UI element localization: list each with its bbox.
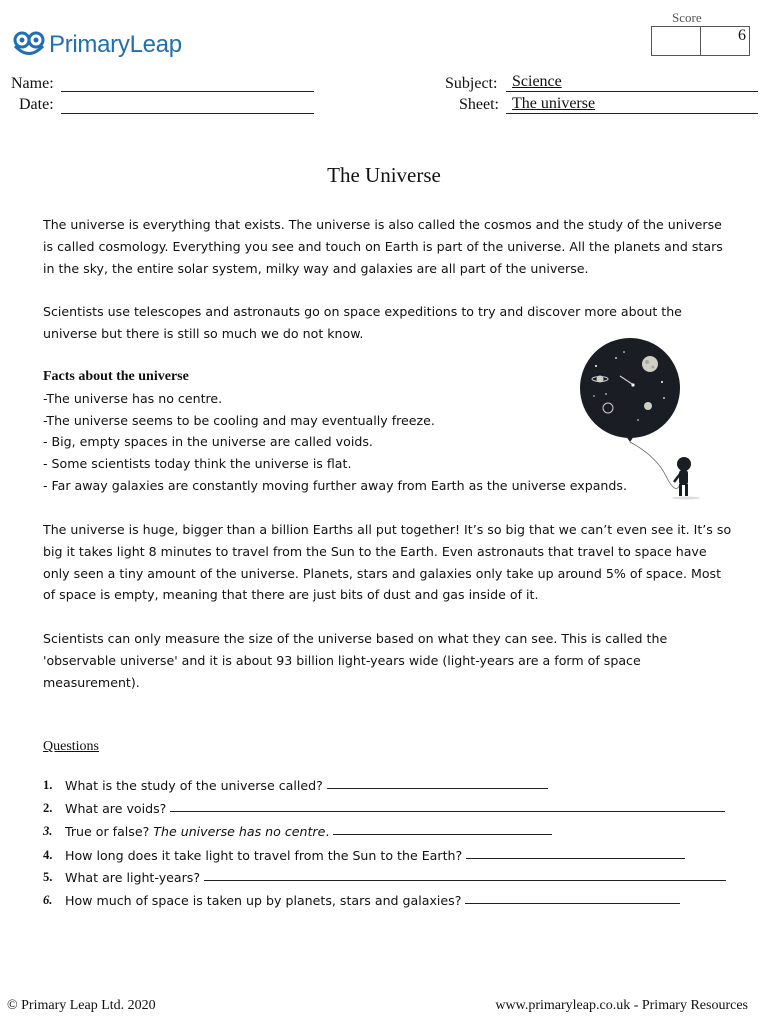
fact-item: - Far away galaxies are constantly moving further away from Earth as the universe expands.	[43, 477, 627, 493]
answer-line[interactable]	[327, 787, 548, 789]
question-text: What are light-years?	[65, 870, 201, 885]
fact-item: -The universe has no centre.	[43, 390, 223, 406]
answer-line[interactable]	[466, 857, 685, 859]
question-text-prefix: True or false?	[65, 824, 150, 839]
score-label: Score	[672, 10, 702, 25]
question-number: 1.	[43, 778, 53, 792]
footer-copyright: © Primary Leap Ltd. 2020	[7, 998, 156, 1013]
date-field[interactable]	[61, 96, 314, 114]
question-item	[43, 817, 552, 839]
date-label: Date:	[19, 96, 54, 113]
sheet-value: The universe	[512, 95, 596, 112]
question-number: 6.	[43, 893, 53, 907]
answer-line[interactable]	[465, 902, 680, 904]
paragraph-scientists: Scientists use telescopes and astronauts go on space expeditions to try and discover more about the universe but there is still so much we do not know.	[43, 304, 682, 341]
logo-text: PrimaryLeap	[49, 31, 182, 58]
question-item	[43, 794, 725, 816]
subject-field	[506, 74, 758, 92]
questions-heading: Questions	[43, 739, 99, 754]
facts-heading: Facts about the universe	[43, 369, 189, 384]
moon-icon	[642, 356, 658, 372]
question-item	[43, 841, 685, 863]
footer-website: www.primaryleap.co.uk - Primary Resources	[495, 998, 748, 1013]
question-number: 2.	[43, 801, 53, 815]
paragraph-observable: Scientists can only measure the size of the universe based on what they can see. This is called the 'observable universe' and it is about 93 billion light-years wide (light-years are a form of space measurement).	[43, 631, 668, 690]
space-balloon-illustration	[576, 336, 708, 504]
question-item	[43, 886, 680, 908]
question-number: 3.	[43, 824, 53, 838]
question-text: How long does it take light to travel from the Sun to the Earth?	[65, 848, 463, 863]
balloon-string	[630, 442, 680, 489]
subject-label: Subject:	[445, 75, 498, 92]
frog-icon	[12, 31, 46, 59]
question-item	[43, 771, 548, 793]
question-number: 4.	[43, 848, 53, 862]
paragraph-size: The universe is huge, bigger than a billion Earths all put together! It’s so big that we can’t even see it. It’s so big it takes light 8 minutes to travel from the Sun to the Earth. Even astronauts that travel to space have only seen a tiny amount of the universe. Planets, stars and galaxies only take up around 5% of space. Most of space is empty, meaning that there are just bits of dust and gas inside of it.	[43, 522, 732, 603]
sheet-label: Sheet:	[459, 96, 499, 113]
fact-item: -The universe seems to be cooling and may eventually freeze.	[43, 412, 435, 428]
question-text-suffix: .	[325, 824, 330, 839]
primaryleap-logo	[12, 28, 182, 62]
fact-item: - Some scientists today think the universe is flat.	[43, 456, 352, 472]
question-text: What is the study of the universe called?	[65, 778, 323, 793]
sheet-field	[506, 96, 758, 114]
paragraph-intro: The universe is everything that exists. The universe is also called the cosmos and the study of the universe is called cosmology. Everything you see and touch on Earth is part of the universe. All the planets and stars in the sky, the entire solar system, milky way and galaxies are all part of the universe.	[43, 217, 723, 276]
answer-line[interactable]	[170, 810, 725, 812]
name-field[interactable]	[61, 74, 314, 92]
balloon-shape	[580, 338, 680, 438]
answer-line[interactable]	[333, 833, 552, 835]
page-title: The Universe	[327, 163, 441, 187]
answer-line[interactable]	[204, 879, 726, 881]
question-text: What are voids?	[65, 801, 167, 816]
score-divider	[700, 27, 701, 55]
score-value: 6	[738, 27, 746, 44]
question-item	[43, 863, 726, 885]
name-label: Name:	[11, 75, 54, 92]
balloon-knot	[626, 436, 634, 442]
question-text: How much of space is taken up by planets, stars and galaxies?	[65, 893, 462, 908]
subject-value: Science	[512, 73, 562, 90]
facts-list	[43, 366, 643, 497]
question-number: 5.	[43, 870, 53, 884]
question-text-italic: The universe has no centre	[153, 824, 326, 839]
fact-item: - Big, empty spaces in the universe are called voids.	[43, 434, 373, 450]
planet-icon	[644, 402, 652, 410]
child-silhouette	[674, 457, 691, 496]
score-box	[651, 26, 750, 56]
